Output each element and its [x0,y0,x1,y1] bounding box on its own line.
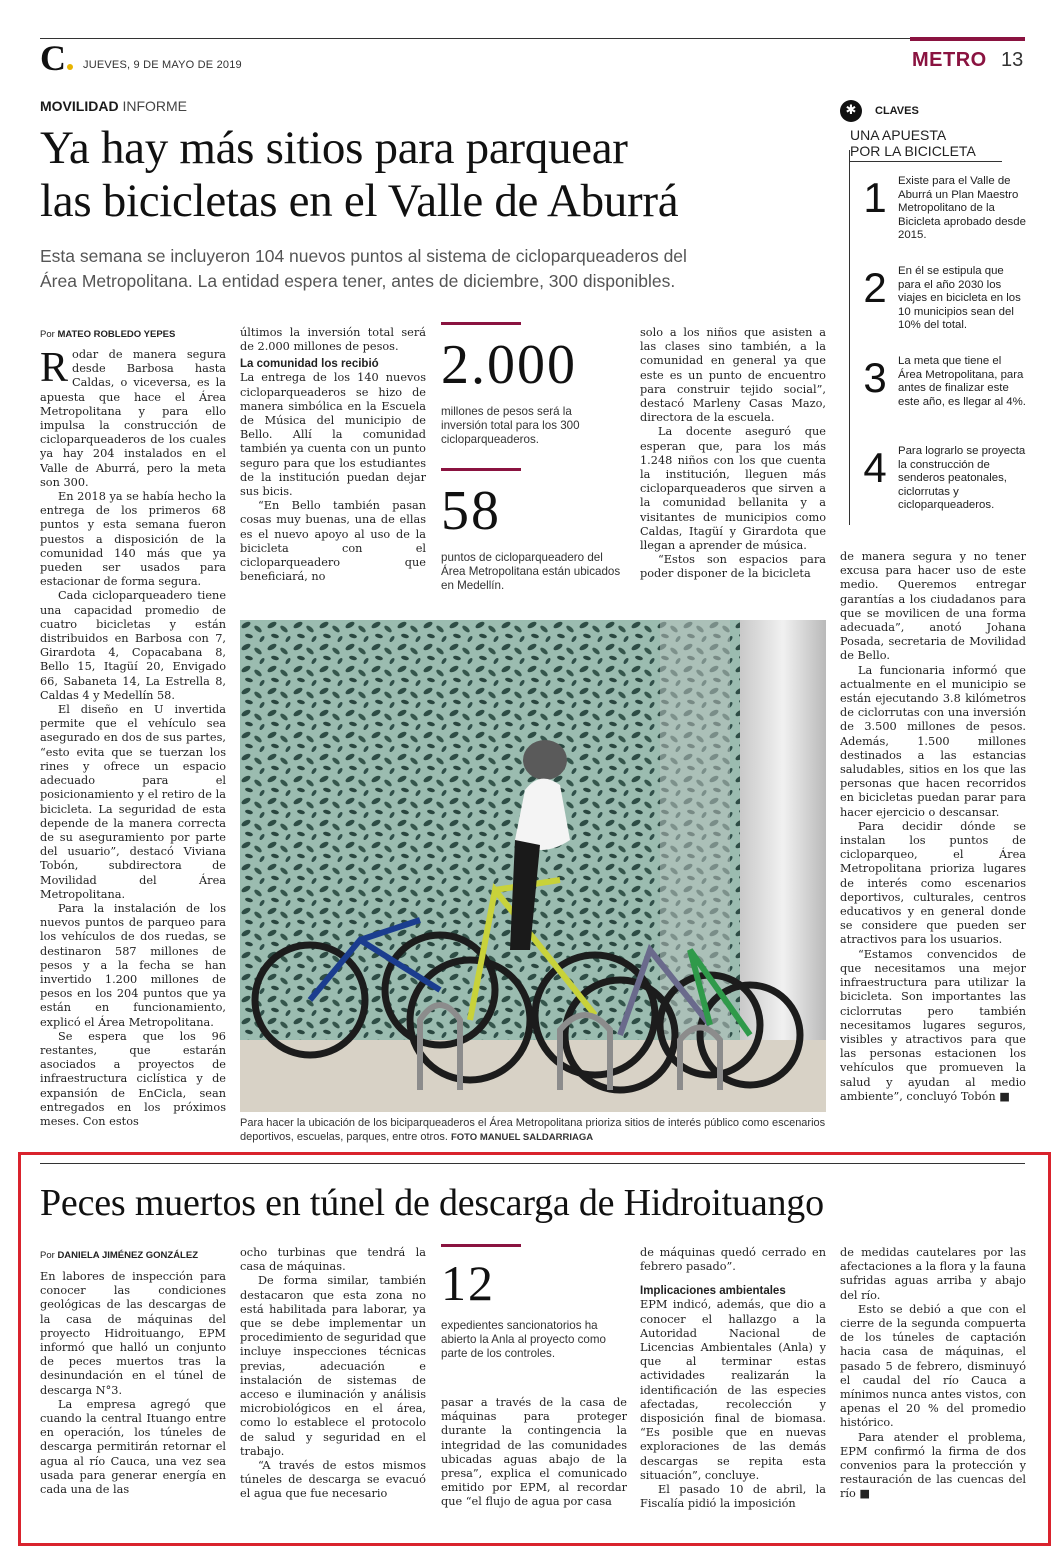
bike-photo [240,620,826,1112]
section-name: METRO [912,49,987,71]
stat-number: 12 [441,1255,495,1311]
claves-item-text: Para lograrlo se proyecta la construcción de senderos peatonales, ciclorrutas y cicloparqueaderos. [898,445,1026,511]
claves-item-number: 4 [863,444,887,491]
kicker-type: INFORME [122,98,188,114]
claves-item-number: 2 [863,264,887,311]
stat-box [441,468,631,593]
claves-item-number: 1 [863,174,887,221]
article2-headline: Peces muertos en túnel de descarga de Hidroituango [40,1182,824,1224]
logo-letter: C [40,38,66,78]
article1-column-4 [640,326,826,594]
paragraph: Para la instalación de los nuevos puntos de parqueo para los vehículos de dos ruedas, se destinaron 587 millones de pesos y a la fecha se han invertido 1.200 millones de pesos en los 204 puntos que ya están en funcionamiento, explicó el Área Metropolitana. [40,901,226,1029]
article2-column-2 [240,1246,426,1538]
paragraph: de medidas cautelares por las afectaciones a la flora y la fauna sufridas aguas arriba y abajo del río. [840,1246,1026,1302]
deck [40,244,830,294]
article2-column-1 [40,1270,226,1538]
paragraph: Se espera que los 96 restantes, que estarán asociados a proyectos de infraestructura ciclística y de expansión de EnCicla, sean entregados en los próximos meses. Con estos [40,1029,226,1128]
issue-date: JUEVES, 9 DE MAYO DE 2019 [83,59,242,71]
headline [40,122,830,228]
lead-paragraph: odar de manera segura desde Barbosa hasta Caldas, o viceversa, es la apuesta que hace el Área Metropolitana y para ello impulsa la construcción de cicloparqueaderos de los cuales ya hay 204 instalados en el Valle de Aburrá, pero la meta son 300. [40,348,226,489]
paragraph: Para atender el problema, EPM confirmó la firma de dos convenios para la protección y restauración de las cuencas del río ■ [840,1430,1026,1501]
paragraph: Esto se debió a que con el cierre de la segunda compuerta de los túneles de captación hacia casa de máquinas, el pasado 5 de febrero, disminuyó el caudal del río Cauca a mínimos nunca antes vistos, con apenas el 20 % del promedio histórico. [840,1302,1026,1430]
page-number: 13 [1001,49,1024,71]
separator-rule [40,1163,1025,1164]
stat-accent-bar [441,468,521,471]
stat-number: 58 [441,480,501,542]
stat-number: 2.000 [441,334,577,396]
masthead [40,38,1025,78]
byline-name: DANIELA JIMÉNEZ GONZÁLEZ [57,1250,199,1261]
logo [40,38,73,78]
kicker-topic: MOVILIDAD [40,98,119,114]
headline-line-1: Ya hay más sitios para parquear [40,122,628,174]
claves-item-number: 3 [863,354,887,401]
paragraph: En labores de inspección para conocer las condiciones geológicas de las descargas de la casa de máquinas del proyecto Hidroituango, EPM informó que halló un conjunto de peces muertos tras la desinundación en el túnel de descarga N°3. [40,1270,226,1397]
stat-box [441,322,631,447]
stat-caption: puntos de cicloparqueadero del Área Metropolitana están ubicados en Medellín. [441,551,621,592]
byline-prefix: Por [40,329,55,340]
paragraph: de máquinas quedó cerrado en febrero pasado”. [640,1246,826,1274]
deck-line-2: Área Metropolitana. La entidad espera tener, antes de diciembre, 300 disponibles. [40,271,676,291]
claves-item-text: En él se estipula que para el año 2030 los viajes en bicicleta en los 10 municipios sean del 10% del total. [898,265,1021,331]
paragraph: solo a los niños que asisten a las clases sino también, a la comunidad en general ya que este es un punto de encuentro para construir tejido social”, destacó Marleny Casas Mazo, directora de la escuela. [640,326,826,425]
headline-line-2: las bicicletas en el Valle de Aburrá [40,175,679,227]
logo-dot [67,64,73,70]
stat-caption: millones de pesos será la inversión total para los 300 cicloparqueaderos. [441,405,580,446]
paragraph: El pasado 10 de abril, la Fiscalía pidió la imposición [640,1483,826,1511]
article2-column-4 [640,1246,826,1538]
drop-cap: R [40,348,69,391]
article1-column-1 [40,348,226,1143]
paragraph: La entrega de los 140 nuevos cicloparqueaderos se hizo de manera simbólica en la Escuela de Música del municipio de Bello. Allí la comunidad también ya cuenta con un punto seguro para que los estudiantes de la institución puedan dejar sus bicis. [240,371,426,499]
claves-label: CLAVES [875,105,919,117]
stat-accent-bar [441,1244,521,1247]
article2-column-5 [840,1246,1026,1538]
photo-credit: FOTO MANUEL SALDARRIAGA [450,1132,594,1143]
article1-column-2 [240,326,426,612]
claves-sidebar [840,100,1030,525]
paragraph: “A través de estos mismos túneles de descarga se evacuó el agua que fue necesario [240,1459,426,1501]
claves-item-text: Existe para el Valle de Aburrá un Plan Maestro Metropolitano de la Bicicleta aprobado desde 2015. [898,175,1026,241]
subhead: Implicaciones ambientales [640,1285,786,1298]
paragraph: Cada cicloparqueadero tiene una capacidad promedio de cuatro bicicletas y están distribuidos en Barbosa con 7, Girardota 4, Copacabana 8, Bello 15, Itagüí 20, Envigado 66, Sabaneta 14, La Estrella 8, Caldas 4 y Medellín 58. [40,589,226,702]
subhead: La comunidad los recibió [240,358,379,371]
paragraph: “Estamos convencidos de que necesitamos una mejor infraestructura para utilizar la bicicleta. Son importantes las ciclorrutas pero también necesitamos lugares seguros, visibles y atractivos para que las personas estacionen los vehículos que promueven la salud y ayudan al medio ambiente”, concluyó Tobón ■ [840,947,1026,1103]
stat-caption: expedientes sancionatorios ha abierto la Anla al proyecto como parte de los controles. [441,1319,606,1360]
paragraph: ocho turbinas que tendrá la casa de máquinas. [240,1246,426,1274]
byline-prefix: Por [40,1250,55,1261]
paragraph: En 2018 ya se había hecho la entrega de los primeros 68 puntos y esta semana fueron puestos a disposición de la comunidad 140 más que ya pueden ser usados para estacionar de forma segura. [40,490,226,589]
section-tab [910,37,1025,41]
photo-caption [240,1116,830,1145]
bike-photo-illustration [240,620,826,1112]
claves-rule [849,150,850,525]
claves-title [850,127,1020,162]
paragraph: “Estos son espacios para poder disponer de la bicicleta [640,553,826,581]
stat-accent-bar [441,322,521,325]
kicker [40,98,187,114]
paragraph: de manera segura y no tener excusa para hacer uso de este medio. Queremos entregar garantías a los ciudadanos para que se movilicen de una forma adecuada”, anotó Johana Posada, secretaria de Movilidad de Bello. [840,550,1026,663]
byline-name: MATEO ROBLEDO YEPES [57,329,176,340]
claves-icon: ✱ [840,100,862,122]
paragraph: Para decidir dónde se instalan los puntos de cicloparqueo, el Área Metropolitana prioriza lugares de interés como escenarios deportivos, culturales, centros educativos y en general donde se considere que pueden ser atractivos para los usuarios. [840,819,1026,947]
photo-caption-text: Para hacer la ubicación de los biciparqueaderos el Área Metropolitana prioriza sitios de interés público como escenarios deportivos, escuelas, parques, entre otros. [240,1117,826,1143]
byline [40,329,175,340]
paragraph: EPM indicó, además, que dio a conocer el hallazgo a la Autoridad Nacional de Licencias Ambientales (Anla) y que al terminar estas actividades realizarán la identificación de las especies afectadas, recolección y disposición final de biomasa. “Es posible que en nuevas exploraciones de las demás descargas se repita esta situación”, concluye. [640,1298,826,1482]
paragraph: El diseño en U invertida permite que el vehículo sea asegurado en dos de sus partes, “esto evita que se tuerzan los rines y ofrece un espacio adecuado para el posicionamiento y el retiro de la bicicleta. La seguridad de esta depende de la manera correcta de su aseguramiento por parte del usuario”, destacó Viviana Tobón, subdirectora de Movilidad del Área Metropolitana. [40,703,226,901]
claves-title-line-1: UNA APUESTA [850,127,947,143]
claves-item-text: La meta que tiene el Área Metropolitana, para antes de finalizar este este año, es llegar al 4%. [898,355,1026,408]
paragraph: La empresa agregó que cuando la central Ituango entre en operación, los túneles de descarga permitirán retornar el agua al río Cauca, una vez sea usada para generar energía en cada una de las [40,1397,226,1497]
paragraph: “En Bello también pasan cosas muy buenas, una de ellas es el nuevo apoyo al uso de la bicicleta con el cicloparqueadero que beneficiará, no [240,499,426,584]
paragraph: pasar a través de la casa de máquinas para proteger durante la contingencia la integridad de las comunidades ubicadas aguas abajo de la presa”, explica el comunicado emitido por EPM, al recordar que “el flujo de agua por casa [441,1396,627,1509]
article2-byline [40,1250,198,1261]
article1-column-5 [840,550,1026,1145]
stat-box [441,1244,631,1361]
paragraph: La funcionaria informó que actualmente en el municipio se están ejecutando 3.8 kilómetros de ciclorrutas con una inversión de 3.500 millones de pesos. Además, 1.500 millones destinados a las estancias saludables, sitios en los que las personas que hacen recorridos en bicicletas puedan parar para hacer ejercicio o descansar. [840,663,1026,819]
paragraph: La docente aseguró que esperan que, para los más 1.248 niños con los que cuenta la institución, lleguen más cicloparqueaderos que sirven a la comunidad bellanita y a visitantes de municipios como Caldas, Itagüí y Girardota que llegan a aprender de música. [640,425,826,553]
paragraph: De forma similar, también destacaron que esta zona no está habilitada para laborar, ya que se debe implementar un procedimiento de seguridad que incluye inspecciones técnicas previas, adecuación e instalación de sistemas de acceso e iluminación y análisis microbiológicos en el área, como lo establece el protocolo de salud y seguridad en el trabajo. [240,1274,426,1458]
deck-line-1: Esta semana se incluyeron 104 nuevos puntos al sistema de cicloparqueaderos del [40,246,687,266]
claves-title-line-2: POR LA BICICLETA [850,143,1002,162]
paragraph: últimos la inversión total será de 2.000 millones de pesos. [240,326,426,354]
article2-column-3 [441,1396,627,1538]
